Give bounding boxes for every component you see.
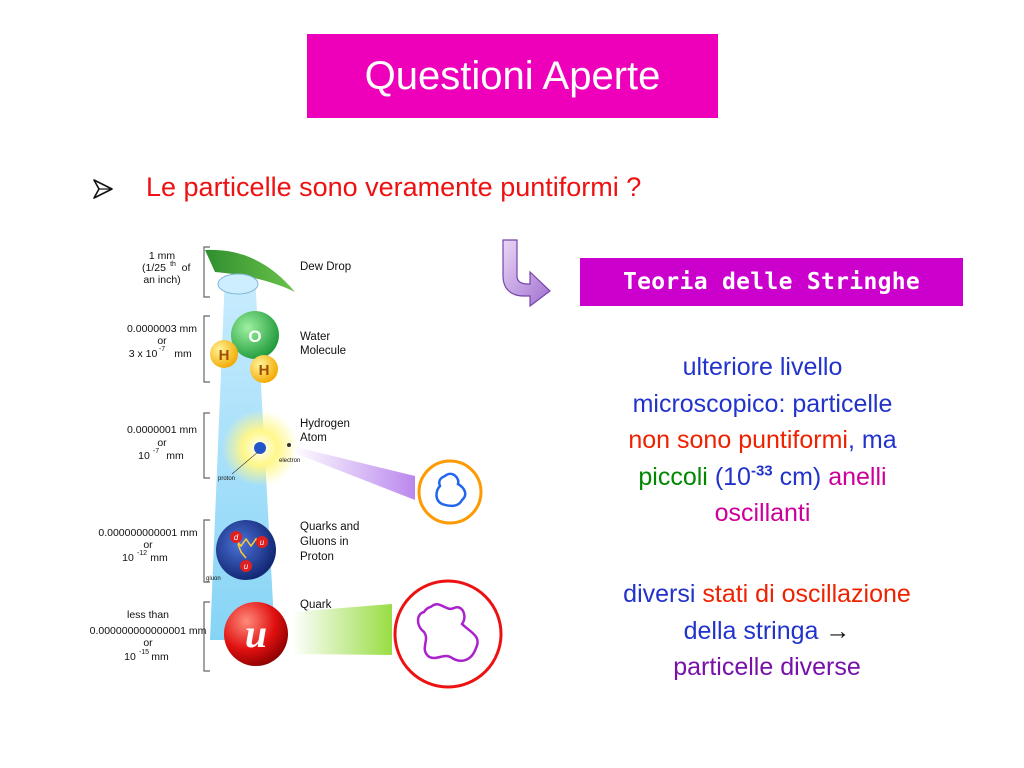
page-title: Questioni Aperte — [364, 53, 661, 98]
description-paragraph-1 — [560, 349, 965, 532]
svg-text:0.000000000001 mm: 0.000000000001 mm — [98, 527, 198, 539]
svg-text:0.0000001 mm: 0.0000001 mm — [126, 424, 198, 436]
svg-text:Hydrogen: Hydrogen — [300, 418, 350, 430]
para1-line2: microscopico: particelle — [632, 389, 893, 418]
svg-text:0.0000003 mm: 0.0000003 mm — [126, 323, 198, 335]
quark-icon — [224, 602, 288, 666]
svg-text:Quarks and: Quarks and — [300, 521, 360, 533]
svg-text:Atom: Atom — [300, 432, 327, 444]
svg-text:u: u — [244, 611, 268, 656]
svg-text:electron: electron — [279, 458, 301, 464]
svg-text:of: of — [181, 262, 191, 274]
theory-label-box — [580, 258, 963, 306]
para1-line3: non sono puntiformi, ma — [628, 426, 897, 454]
svg-text:-12: -12 — [136, 550, 148, 557]
theory-label: Teoria delle Stringhe — [622, 269, 921, 295]
svg-text:H: H — [218, 347, 230, 364]
bullet-text: Le particelle sono veramente puntiformi ? — [146, 172, 642, 202]
para1-line1: ulteriore livello — [682, 353, 843, 381]
svg-text:u: u — [259, 538, 265, 547]
svg-text:Molecule: Molecule — [300, 345, 347, 357]
para2-line3: particelle diverse — [673, 653, 861, 681]
svg-text:10: 10 — [124, 651, 136, 663]
closed-string-loop-icon — [419, 461, 481, 523]
svg-text:Gluons in: Gluons in — [300, 536, 349, 548]
svg-text:Proton: Proton — [300, 551, 334, 563]
svg-text:an inch): an inch) — [143, 274, 181, 286]
svg-text:mm: mm — [174, 348, 192, 360]
svg-text:or: or — [157, 335, 167, 347]
svg-text:Dew Drop: Dew Drop — [300, 261, 352, 273]
para1-line5: oscillanti — [714, 499, 811, 527]
svg-text:-15: -15 — [138, 649, 150, 656]
svg-text:d: d — [233, 533, 239, 542]
svg-text:or: or — [143, 539, 153, 551]
svg-text:or: or — [143, 637, 153, 649]
para2-line2: della stringa → — [683, 616, 851, 645]
svg-text:O: O — [248, 327, 262, 346]
svg-text:10: 10 — [138, 450, 150, 462]
svg-text:th: th — [170, 261, 176, 268]
svg-text:10: 10 — [122, 552, 134, 564]
svg-text:0.000000000000001 mm: 0.000000000000001 mm — [89, 625, 207, 637]
svg-text:Quark: Quark — [300, 599, 332, 611]
svg-text:proton: proton — [218, 476, 236, 482]
svg-text:1 mm: 1 mm — [148, 250, 176, 262]
description-paragraph-2 — [550, 576, 984, 686]
oscillating-string-loop-icon — [395, 581, 501, 687]
svg-text:H: H — [258, 362, 270, 379]
down-right-curved-arrow-icon — [503, 240, 550, 306]
svg-text:-7: -7 — [158, 346, 166, 353]
para2-line1: diversi stati di oscillazione — [623, 580, 911, 608]
svg-text:mm: mm — [166, 450, 184, 462]
svg-text:(1/25: (1/25 — [142, 262, 166, 274]
svg-text:mm: mm — [151, 651, 169, 663]
svg-text:mm: mm — [150, 552, 168, 564]
right-arrow-icon: → — [818, 616, 851, 645]
svg-text:Water: Water — [300, 331, 331, 343]
svg-text:u: u — [243, 562, 249, 571]
svg-text:3 x 10: 3 x 10 — [128, 348, 158, 360]
svg-text:gluon: gluon — [206, 576, 221, 582]
svg-text:-7: -7 — [152, 448, 160, 455]
para1-line4: piccoli ($10^{-33}$ cm) anelli — [638, 462, 887, 491]
svg-text:less than: less than — [126, 609, 170, 621]
svg-text:or: or — [157, 437, 167, 449]
